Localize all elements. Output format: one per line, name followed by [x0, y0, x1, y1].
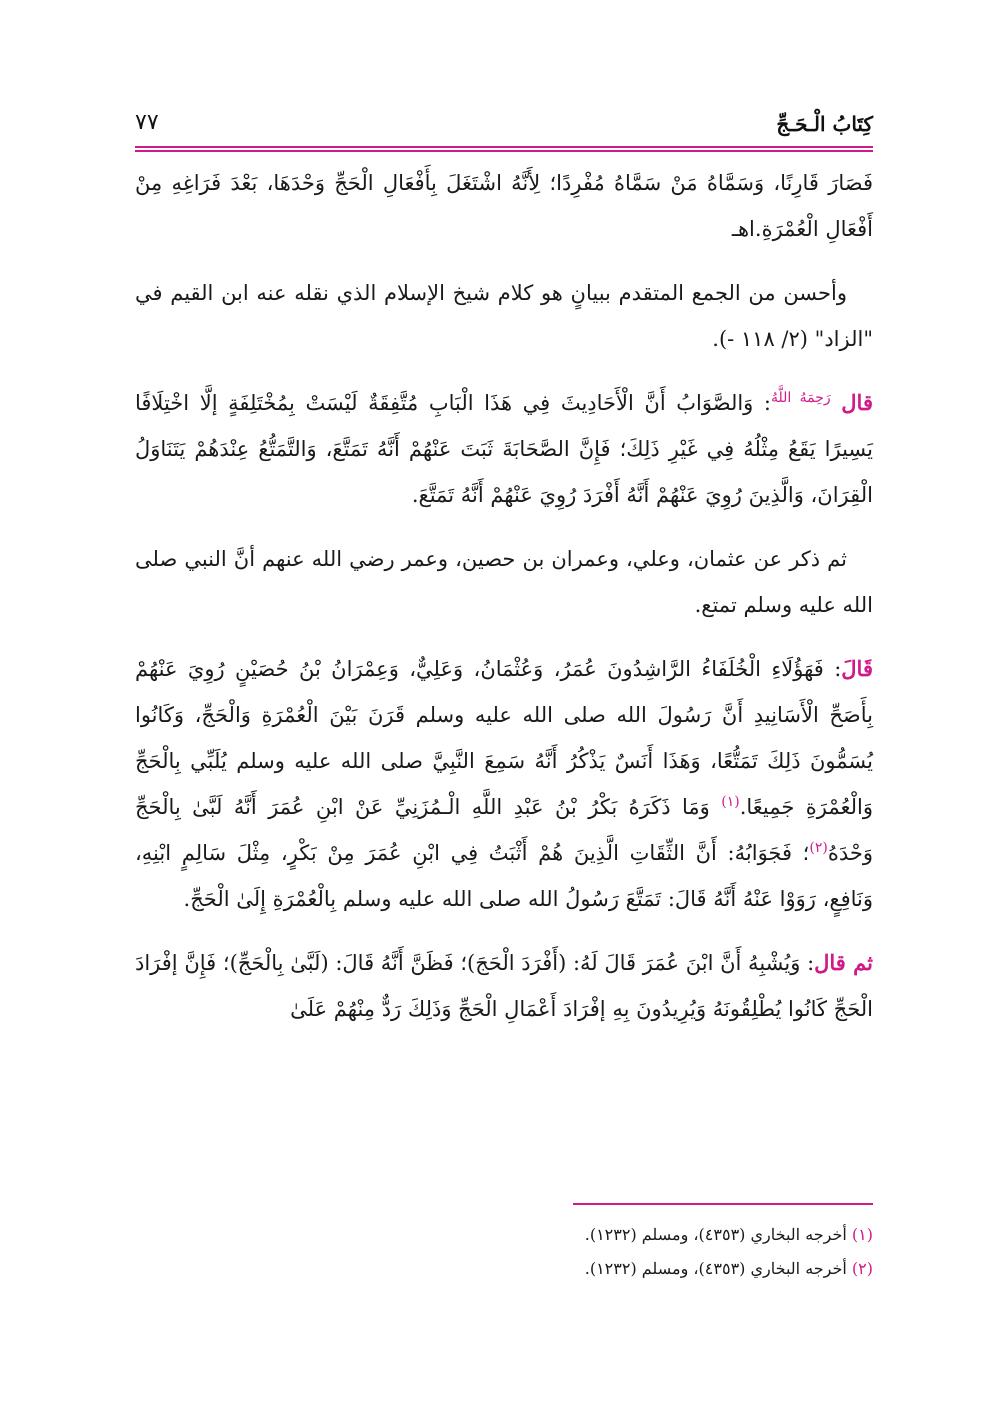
page-body — [135, 160, 873, 1050]
footnote-text: أخرجه البخاري (٤٣٥٣)، ومسلم (١٢٣٢). — [584, 1225, 852, 1244]
paragraph-text: : فَهَؤُلَاءِ الْخُلَفَاءُ الرَّاشِدُونَ عُمَرُ، وَعُثْمَانُ، وَعَلِيٌّ، وَعِمْرَانُ بْنُ حُصَيْنٍ رُوِيَ عَنْهُمْ بِأَصَحِّ الْأَسَانِيدِ أَنَّ رَسُولَ الله صلى الله عليه وسلم قَرَنَ بَيْنَ الْعُمْرَةِ وَالْحَجِّ، وَكَانُوا يُسَمُّونَ ذَلِكَ تَمَتُّعًا، وَهَذَا أَنَسٌ يَذْكُرُ أَنَّهُ سَمِعَ النَّبِيَّ صلى الله عليه وسلم يُلَبِّي بِالْحَجِّ وَالْعُمْرَةِ جَمِيعًا. — [135, 657, 874, 819]
footnote-number: (١) — [851, 1225, 873, 1244]
speaker-label: قال — [841, 390, 873, 415]
honorific: رَحِمَهُ اللَّهُ — [771, 390, 831, 406]
header-rule-thick — [135, 150, 873, 152]
header-rule-thin — [135, 146, 873, 148]
footnotes — [135, 1218, 873, 1286]
paragraph-text: ثم ذكر عن عثمان، وعلي، وعمران بن حصين، وعمر رضي الله عنهم أنَّ النبي صلى الله عليه وسلم تمتع. — [135, 547, 873, 617]
paragraph-text: فَصَارَ قَارِنًا، وَسَمَّاهُ مَنْ سَمَّاهُ مُفْرِدًا؛ لِأَنَّهُ اشْتَغَلَ بِأَفْعَالِ الْحَجِّ وَحْدَهَا، بَعْدَ فَرَاغِهِ مِنْ أَفْعَالِ الْعُمْرَةِ.اهـ — [135, 171, 873, 241]
paragraph-text: ؛ فَجَوَابُهُ: أَنَّ الثِّقَاتِ الَّذِينَ هُمْ أَثْبَتُ فِي ابْنِ عُمَرَ مِنْ بَكْرٍ، مِثْلَ سَالِمٍ ابْنِهِ، وَنَافِعٍ، رَوَوْا عَنْهُ أَنَّهُ قَالَ: تَمَتَّعَ رَسُولُ الله صلى الله عليه وسلم بِالْعُمْرَةِ إِلَىٰ الْحَجِّ. — [135, 841, 873, 911]
speaker-label: ثم قال — [814, 950, 873, 975]
paragraph-author-note — [135, 270, 873, 362]
footnote-text: أخرجه البخاري (٤٣٥٣)، ومسلم (١٢٣٢). — [584, 1259, 852, 1278]
paragraph-quote-2 — [135, 646, 873, 922]
footnote-ref-1[interactable]: (١) — [721, 794, 740, 810]
paragraph-text: : وَيُشْبِهُ أَنَّ ابْنَ عُمَرَ قَالَ لَهُ: (أَفْرَدَ الْحَجَ)؛ فَظَنَّ أَنَّهُ قَالَ: (لَبَّىٰ بِالْحَجِّ)؛ فَإِنَّ إفْرَادَ الْحَجِّ كَانُوا يُطْلِقُونَهُ وَيُرِيدُونَ بِهِ إفْرَادَ أَعْمَالِ الْحَجِّ وَذَلِكَ رَدٌّ مِنْهُمْ عَلَىٰ — [135, 951, 873, 1021]
paragraph-quote-1 — [135, 380, 873, 518]
footnote-item — [135, 1252, 873, 1286]
paragraph-author-summary — [135, 536, 873, 628]
footnote-item — [135, 1218, 873, 1252]
footnote-ref-2[interactable]: (٢) — [809, 840, 828, 856]
footnote-number: (٢) — [851, 1259, 873, 1278]
page-header — [135, 100, 873, 146]
page-number: ٧٧ — [135, 110, 159, 135]
book-page — [135, 100, 873, 1320]
paragraph-continuation — [135, 160, 873, 252]
paragraph-text: وَمَا ذَكَرَهُ بَكْرُ بْنُ عَبْدِ اللَّهِ الْـمُزَنِيِّ عَنْ ابْنِ عُمَرَ أَنَّهُ لَبَّىٰ بِالْحَجِّ وَحْدَهُ — [135, 795, 873, 865]
paragraph-text: : وَالصَّوَابُ أَنَّ الْأَحَادِيثَ فِي هَذَا الْبَابِ مُتَّفِقَةٌ لَيْسَتْ بِمُخْتَلِفَةٍ إلَّا اخْتِلَافًا يَسِيرًا يَقَعُ مِثْلُهُ فِي غَيْرِ ذَلِكَ؛ فَإِنَّ الصَّحَابَةَ ثَبَتَ عَنْهُمْ أَنَّهُ تَمَتَّعَ، وَالتَّمَتُّعُ عِنْدَهُمْ يَتَنَاوَلُ الْقِرَانَ، وَالَّذِينَ رُوِيَ عَنْهُمْ أَنَّهُ أَفْرَدَ رُوِيَ عَنْهُمْ أَنَّهُ تَمَتَّعَ. — [135, 391, 873, 507]
footnote-separator — [573, 1203, 873, 1205]
paragraph-quote-3 — [135, 940, 873, 1032]
chapter-title: كِتَابُ الْـحَـجِّ — [776, 112, 873, 136]
speaker-label: قَالَ — [841, 656, 873, 681]
paragraph-text: وأحسن من الجمع المتقدم ببيانٍ هو كلام شيخ الإسلام الذي نقله عنه ابن القيم في "الزاد" (٢/ ١١٨ -). — [135, 281, 873, 351]
